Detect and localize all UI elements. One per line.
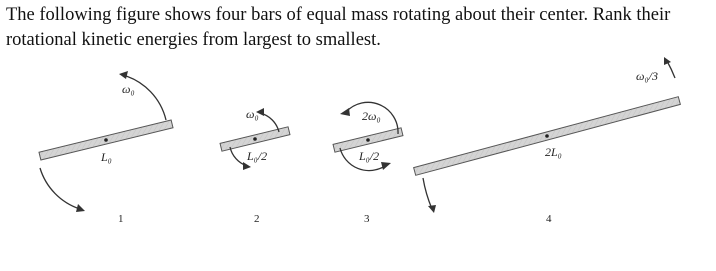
bar-3-number: 3 bbox=[364, 213, 370, 225]
bar-2-group bbox=[220, 107, 290, 225]
bar-3-length-label: L₀/2 bbox=[359, 149, 380, 163]
bar-2-pivot-dot bbox=[253, 137, 257, 141]
bar-4-rotation-arrow bbox=[667, 61, 675, 78]
bar-4-omega-label: ω₀/3 bbox=[636, 69, 658, 83]
bar-1-number: 1 bbox=[118, 213, 124, 225]
bar-3-arrowhead-top bbox=[340, 108, 350, 116]
bar-4-arrowhead-top bbox=[664, 57, 671, 65]
bar-4-length-label: 2L₀ bbox=[545, 145, 562, 159]
bar-2-arrowhead-bottom bbox=[243, 162, 251, 170]
bar-1-arrowhead-top bbox=[119, 71, 128, 79]
bar-1-group bbox=[39, 71, 173, 225]
bar-4-number: 4 bbox=[546, 213, 552, 225]
bar-1-omega-label: ω₀ bbox=[122, 82, 135, 96]
bar-1-length-label: L₀ bbox=[101, 150, 112, 164]
bar-1-rotation-arrow-lower bbox=[40, 168, 80, 209]
bar-3-omega-label: 2ω₀ bbox=[362, 109, 381, 123]
question-text: The following figure shows four bars of equal mass rotating about their center. Rank their rotational kinetic energies from largest to smallest. bbox=[6, 5, 671, 50]
bar-4-group bbox=[414, 57, 681, 225]
bar-4-pivot-dot bbox=[545, 134, 549, 138]
bar-2-number: 2 bbox=[254, 213, 260, 225]
bar-2-rotation-arrow bbox=[260, 113, 279, 132]
bar-2-omega-label: ω₀ bbox=[246, 107, 259, 121]
bar-2-length-label: L₀/2 bbox=[247, 149, 268, 163]
bar-1-pivot-dot bbox=[104, 138, 108, 142]
bar-3-arrowhead-bottom bbox=[381, 162, 391, 170]
bar-3-pivot-dot bbox=[366, 138, 370, 142]
bar-3-group bbox=[333, 102, 403, 225]
bar-1-arrowhead-bottom bbox=[76, 204, 85, 212]
bar-4-rotation-arrow-lower bbox=[423, 178, 432, 209]
bar-4-arrowhead-bottom bbox=[428, 205, 436, 213]
